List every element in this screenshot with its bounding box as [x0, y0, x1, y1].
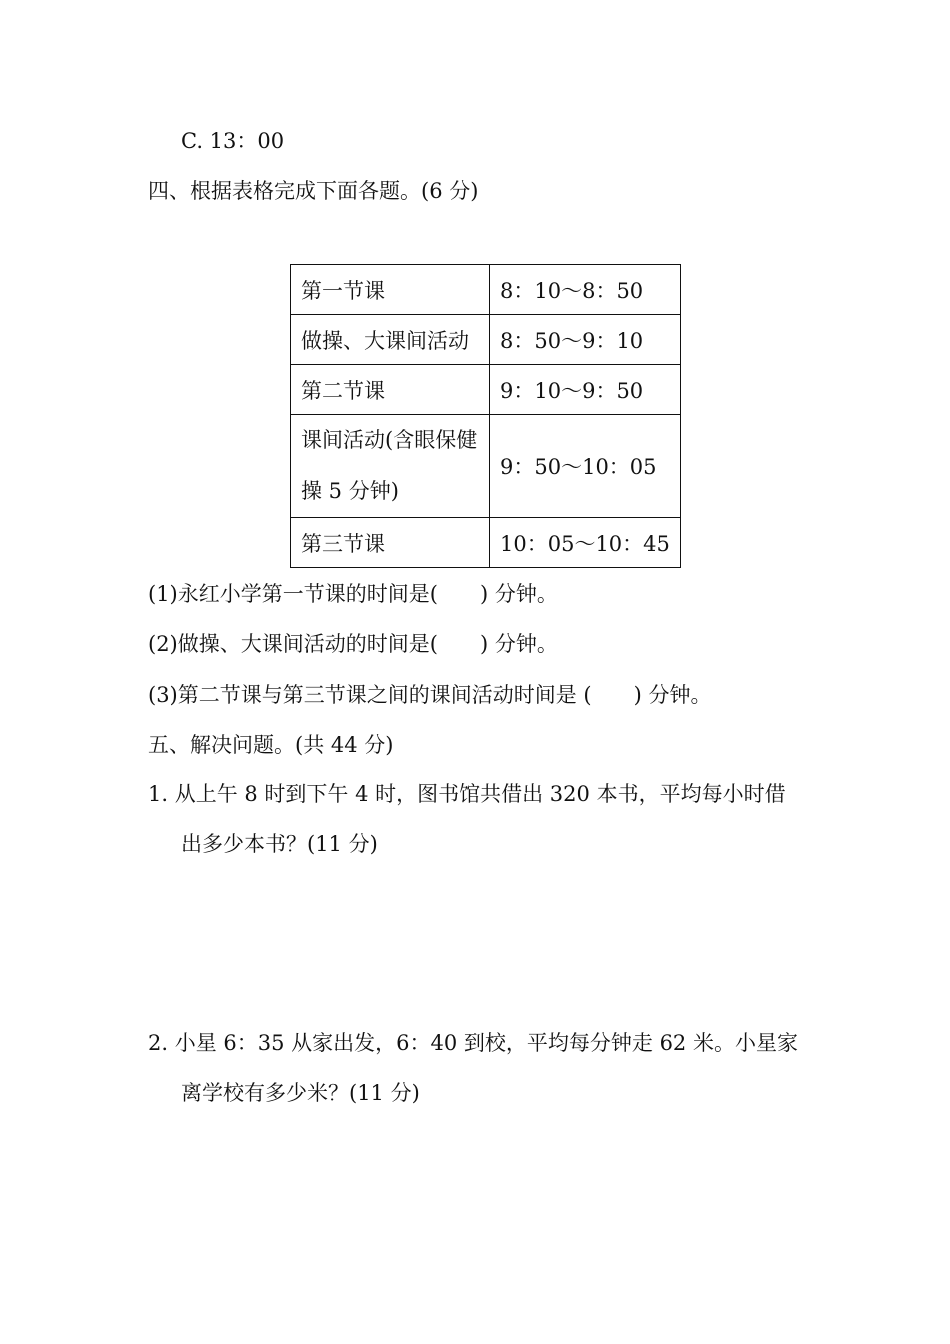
schedule-table: [290, 264, 681, 568]
time-cell: 9：10～9：50: [490, 365, 681, 415]
problem-2-line-2: 离学校有多少米？(11 分): [181, 1081, 420, 1105]
time-cell: 8：10～8：50: [490, 265, 681, 315]
question-3: [148, 681, 712, 709]
activity-cell: 第二节课: [291, 365, 490, 415]
question-2: [148, 630, 558, 658]
option-c: C. 13：00: [181, 129, 285, 153]
activity-cell: 课间活动(含眼保健操 5 分钟): [291, 415, 490, 518]
time-cell: 8：50～9：10: [490, 315, 681, 365]
table-row: [291, 415, 681, 518]
question-2-unit: ) 分钟。: [479, 632, 558, 656]
question-3-text: (3)第二节课与第三节课之间的课间活动时间是 (: [148, 683, 592, 707]
question-1-unit: ) 分钟。: [479, 582, 558, 606]
activity-cell: 第一节课: [291, 265, 490, 315]
problem-1-line-2: 出多少本书？(11 分): [181, 832, 378, 856]
question-1: [148, 580, 558, 608]
question-1-text: (1)永红小学第一节课的时间是(: [148, 582, 438, 606]
table-row: [291, 518, 681, 568]
problem-2-line-1: 2. 小星 6：35 从家出发，6：40 到校，平均每分钟走 62 米。小星家: [148, 1031, 798, 1055]
question-3-unit: ) 分钟。: [633, 683, 712, 707]
section-4-heading: 四、根据表格完成下面各题。(6 分): [148, 179, 479, 203]
question-2-text: (2)做操、大课间活动的时间是(: [148, 632, 438, 656]
problem-1-line-1: 1. 从上午 8 时到下午 4 时，图书馆共借出 320 本书，平均每小时借: [148, 782, 786, 806]
activity-cell: 第三节课: [291, 518, 490, 568]
table-row: [291, 265, 681, 315]
activity-cell: 做操、大课间活动: [291, 315, 490, 365]
table-row: [291, 315, 681, 365]
section-5-heading: 五、解决问题。(共 44 分): [148, 733, 394, 757]
table-row: [291, 365, 681, 415]
time-cell: 9：50～10：05: [490, 415, 681, 518]
time-cell: 10：05～10：45: [490, 518, 681, 568]
